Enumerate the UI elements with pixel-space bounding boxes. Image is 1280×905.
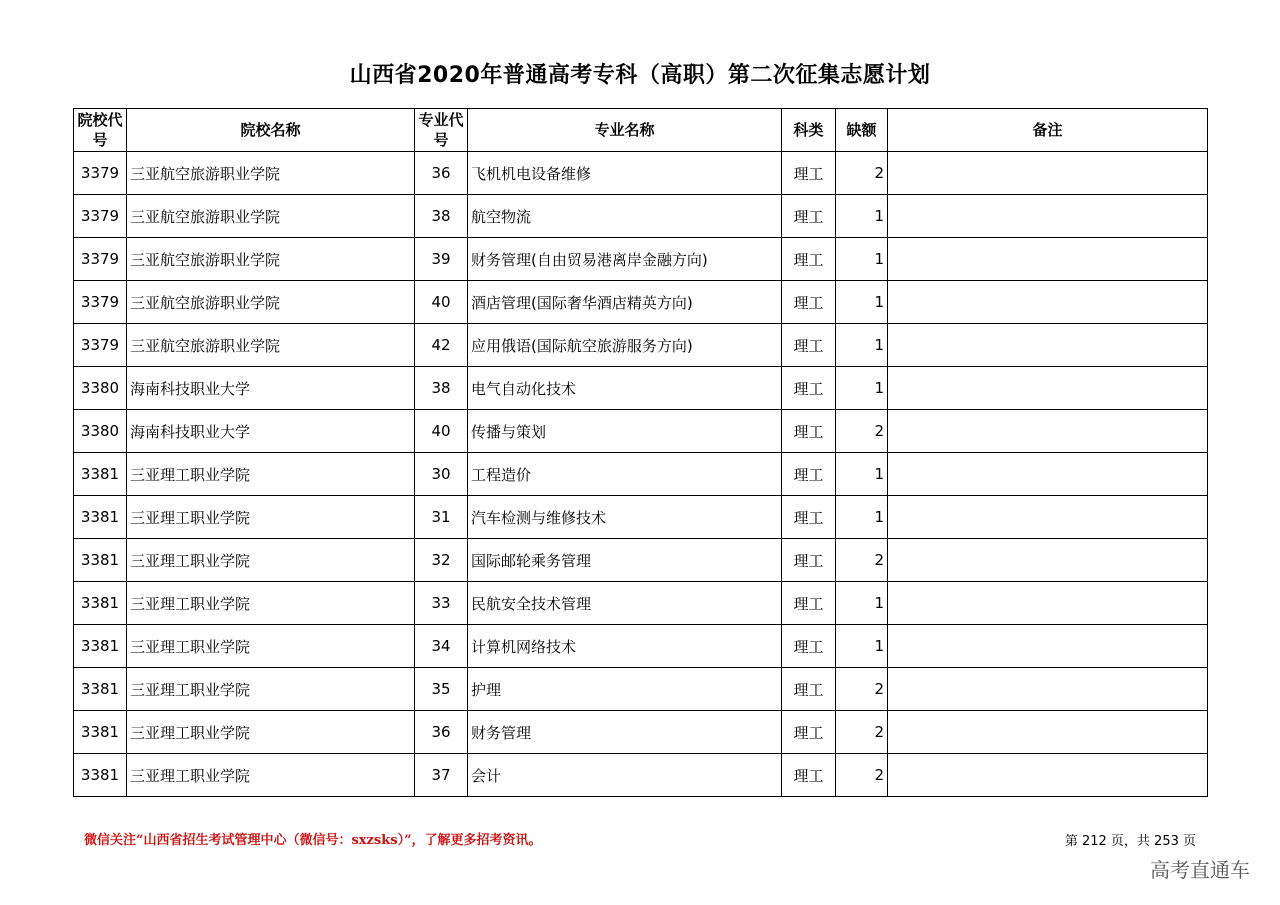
cell-note: [888, 582, 1208, 625]
cell-major-code: 40: [415, 410, 468, 453]
table-row: [74, 496, 1208, 539]
cell-school-code: 3380: [74, 410, 127, 453]
cell-vacancy: 1: [836, 625, 888, 668]
cell-major-name: 电气自动化技术: [468, 367, 782, 410]
cell-major-name: 航空物流: [468, 195, 782, 238]
table-row: [74, 238, 1208, 281]
cell-vacancy: 1: [836, 453, 888, 496]
cell-major-code: 38: [415, 195, 468, 238]
cell-school-name: 海南科技职业大学: [127, 410, 415, 453]
cell-major-name: 传播与策划: [468, 410, 782, 453]
cell-major-code: 40: [415, 281, 468, 324]
cell-school-name: 海南科技职业大学: [127, 367, 415, 410]
cell-note: [888, 152, 1208, 195]
table-row: [74, 539, 1208, 582]
table-row: [74, 367, 1208, 410]
cell-note: [888, 367, 1208, 410]
table-row: [74, 711, 1208, 754]
table-row: [74, 625, 1208, 668]
cell-vacancy: 2: [836, 539, 888, 582]
table-body: [74, 152, 1208, 797]
table-row: [74, 281, 1208, 324]
cell-major-code: 38: [415, 367, 468, 410]
cell-school-code: 3379: [74, 152, 127, 195]
cell-major-code: 37: [415, 754, 468, 797]
cell-school-name: 三亚航空旅游职业学院: [127, 324, 415, 367]
table-row: [74, 453, 1208, 496]
cell-school-name: 三亚理工职业学院: [127, 668, 415, 711]
cell-category: 理工: [782, 496, 836, 539]
cell-vacancy: 1: [836, 582, 888, 625]
enrollment-plan-table: [73, 108, 1208, 797]
table-row: [74, 195, 1208, 238]
cell-school-name: 三亚航空旅游职业学院: [127, 195, 415, 238]
cell-major-name: 计算机网络技术: [468, 625, 782, 668]
cell-category: 理工: [782, 238, 836, 281]
cell-school-code: 3379: [74, 238, 127, 281]
cell-school-name: 三亚理工职业学院: [127, 582, 415, 625]
table-row: [74, 668, 1208, 711]
header-vacancy: 缺额: [836, 109, 888, 152]
cell-category: 理工: [782, 195, 836, 238]
cell-major-name: 护理: [468, 668, 782, 711]
cell-vacancy: 2: [836, 668, 888, 711]
cell-category: 理工: [782, 711, 836, 754]
cell-category: 理工: [782, 754, 836, 797]
cell-major-code: 39: [415, 238, 468, 281]
cell-category: 理工: [782, 324, 836, 367]
cell-vacancy: 1: [836, 496, 888, 539]
cell-school-name: 三亚理工职业学院: [127, 625, 415, 668]
cell-major-code: 42: [415, 324, 468, 367]
cell-major-code: 31: [415, 496, 468, 539]
cell-major-code: 34: [415, 625, 468, 668]
cell-school-code: 3381: [74, 625, 127, 668]
cell-category: 理工: [782, 367, 836, 410]
cell-vacancy: 1: [836, 324, 888, 367]
cell-category: 理工: [782, 582, 836, 625]
cell-school-code: 3380: [74, 367, 127, 410]
cell-school-name: 三亚航空旅游职业学院: [127, 152, 415, 195]
cell-vacancy: 2: [836, 410, 888, 453]
cell-major-name: 汽车检测与维修技术: [468, 496, 782, 539]
cell-school-name: 三亚航空旅游职业学院: [127, 281, 415, 324]
cell-category: 理工: [782, 152, 836, 195]
page-title: 山西省2020年普通高考专科（高职）第二次征集志愿计划: [349, 63, 931, 88]
table-row: [74, 410, 1208, 453]
cell-school-name: 三亚理工职业学院: [127, 754, 415, 797]
table-row: [74, 754, 1208, 797]
cell-major-code: 32: [415, 539, 468, 582]
cell-school-code: 3381: [74, 582, 127, 625]
wechat-notice: 微信关注“山西省招生考试管理中心（微信号：sxzsks）”，了解更多招考资讯。: [84, 833, 542, 848]
cell-major-name: 飞机机电设备维修: [468, 152, 782, 195]
cell-school-code: 3379: [74, 324, 127, 367]
cell-school-code: 3381: [74, 668, 127, 711]
cell-note: [888, 711, 1208, 754]
table-row: [74, 582, 1208, 625]
watermark: 高考直通车: [1150, 858, 1250, 882]
cell-note: [888, 195, 1208, 238]
cell-school-code: 3381: [74, 496, 127, 539]
cell-category: 理工: [782, 453, 836, 496]
cell-major-code: 35: [415, 668, 468, 711]
cell-note: [888, 625, 1208, 668]
cell-vacancy: 1: [836, 367, 888, 410]
cell-major-name: 国际邮轮乘务管理: [468, 539, 782, 582]
cell-school-code: 3379: [74, 195, 127, 238]
cell-school-name: 三亚理工职业学院: [127, 539, 415, 582]
cell-vacancy: 2: [836, 711, 888, 754]
cell-major-name: 工程造价: [468, 453, 782, 496]
cell-note: [888, 496, 1208, 539]
cell-school-name: 三亚理工职业学院: [127, 496, 415, 539]
cell-major-name: 财务管理(自由贸易港离岸金融方向): [468, 238, 782, 281]
cell-category: 理工: [782, 410, 836, 453]
table-header-row: [74, 109, 1208, 152]
cell-note: [888, 410, 1208, 453]
header-school-code: 院校代号: [74, 109, 127, 152]
cell-school-name: 三亚理工职业学院: [127, 453, 415, 496]
cell-major-name: 会计: [468, 754, 782, 797]
cell-note: [888, 281, 1208, 324]
cell-note: [888, 453, 1208, 496]
cell-vacancy: 1: [836, 281, 888, 324]
cell-major-code: 36: [415, 711, 468, 754]
cell-note: [888, 324, 1208, 367]
header-major-name: 专业名称: [468, 109, 782, 152]
cell-school-name: 三亚理工职业学院: [127, 711, 415, 754]
page-indicator: 第 212 页，共 253 页: [1064, 834, 1196, 849]
cell-major-code: 30: [415, 453, 468, 496]
cell-note: [888, 754, 1208, 797]
header-note: 备注: [888, 109, 1208, 152]
cell-major-name: 民航安全技术管理: [468, 582, 782, 625]
cell-school-name: 三亚航空旅游职业学院: [127, 238, 415, 281]
cell-vacancy: 1: [836, 238, 888, 281]
cell-note: [888, 539, 1208, 582]
cell-note: [888, 668, 1208, 711]
table-row: [74, 152, 1208, 195]
header-major-code: 专业代号: [415, 109, 468, 152]
table-row: [74, 324, 1208, 367]
cell-note: [888, 238, 1208, 281]
cell-school-code: 3381: [74, 754, 127, 797]
cell-vacancy: 2: [836, 152, 888, 195]
header-school-name: 院校名称: [127, 109, 415, 152]
cell-major-name: 财务管理: [468, 711, 782, 754]
cell-category: 理工: [782, 539, 836, 582]
cell-category: 理工: [782, 625, 836, 668]
header-category: 科类: [782, 109, 836, 152]
cell-category: 理工: [782, 281, 836, 324]
cell-school-code: 3381: [74, 539, 127, 582]
cell-school-code: 3381: [74, 711, 127, 754]
cell-category: 理工: [782, 668, 836, 711]
cell-major-name: 应用俄语(国际航空旅游服务方向): [468, 324, 782, 367]
cell-vacancy: 1: [836, 195, 888, 238]
cell-vacancy: 2: [836, 754, 888, 797]
cell-school-code: 3381: [74, 453, 127, 496]
cell-major-name: 酒店管理(国际奢华酒店精英方向): [468, 281, 782, 324]
cell-major-code: 33: [415, 582, 468, 625]
cell-major-code: 36: [415, 152, 468, 195]
cell-school-code: 3379: [74, 281, 127, 324]
